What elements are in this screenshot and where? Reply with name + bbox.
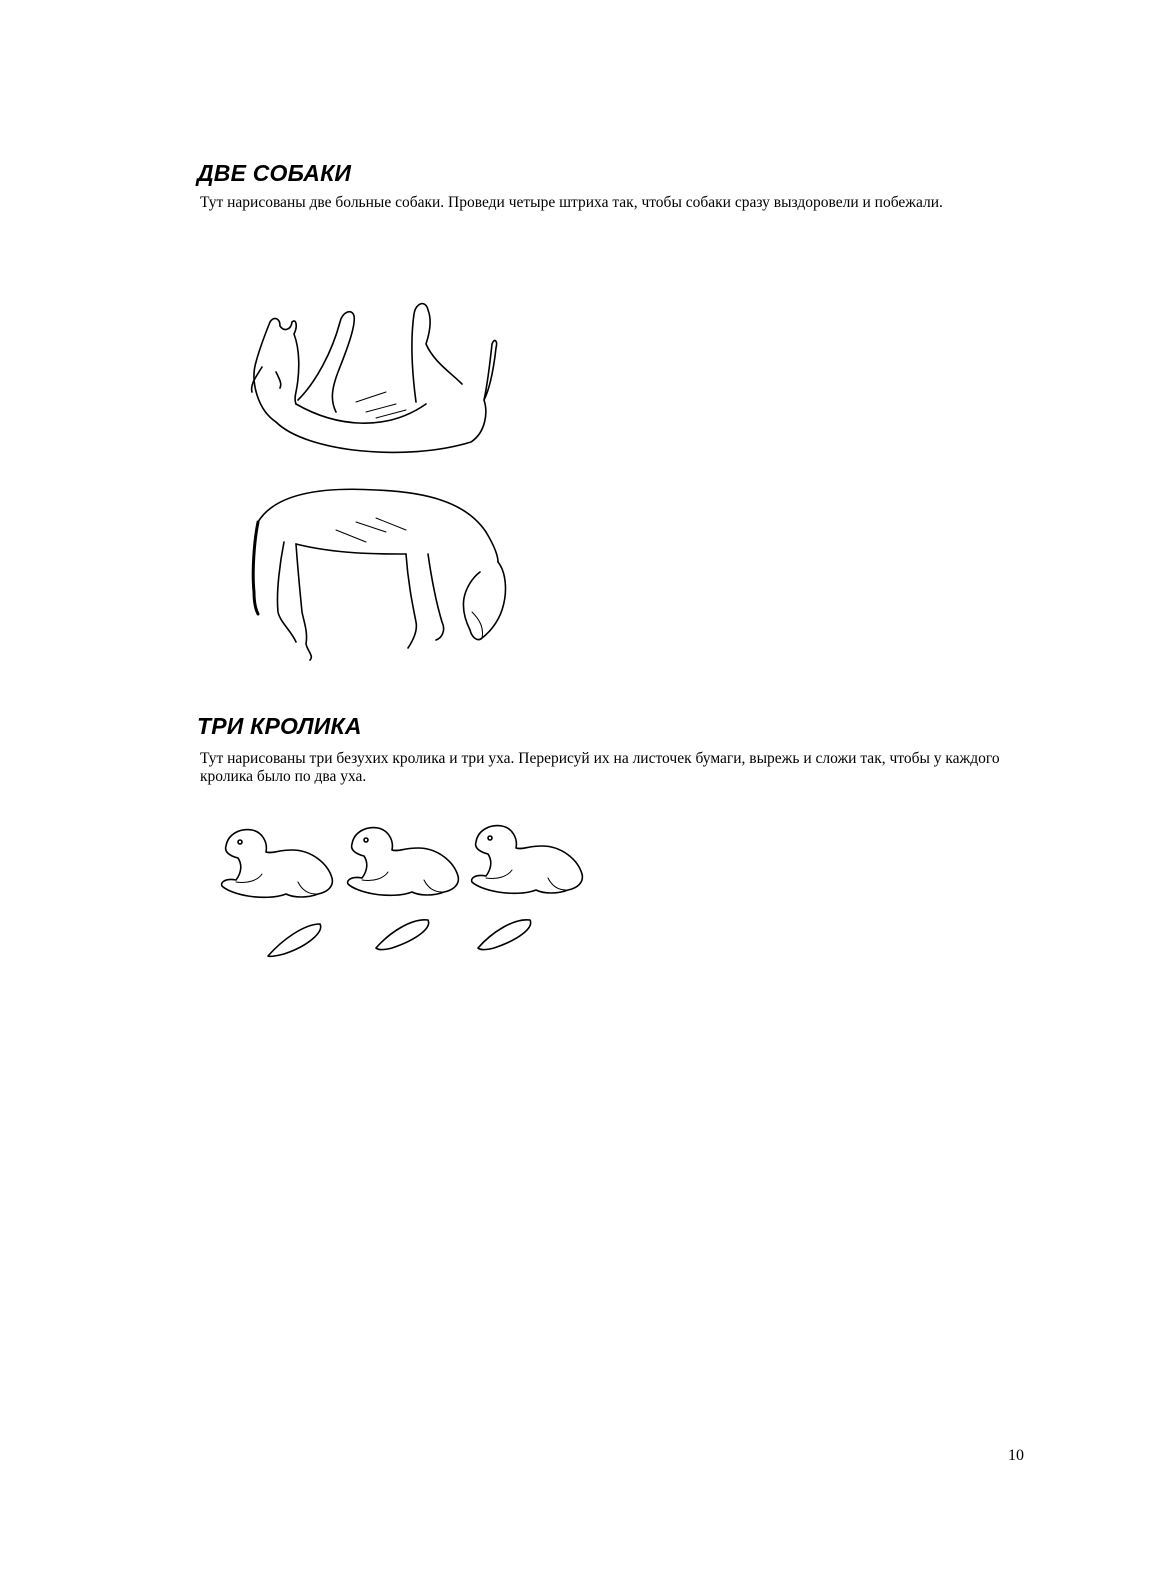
section-title-two-dogs: ДВЕ СОБАКИ (197, 160, 352, 186)
rabbit-ears (268, 920, 531, 957)
page-number: 10 (1008, 1447, 1024, 1464)
section-title-three-rabbits: ТРИ КРОЛИКА (197, 713, 362, 739)
dog-upside-down (252, 304, 497, 453)
two-dogs-illustration (236, 292, 536, 662)
dog-standing (253, 489, 505, 660)
rabbit-1 (222, 830, 333, 898)
rabbit-2 (348, 828, 459, 896)
rabbit-3 (472, 826, 583, 894)
section-text-three-rabbits: Тут нарисованы три безухих кролика и три уха. Перерисуй их на листочек бумаги, вырежь и сложи так, чтобы у каждого кролика было по два уха. (200, 750, 1000, 785)
section-text-two-dogs: Тут нарисованы две больные собаки. Проведи четыре штриха так, чтобы собаки сразу выздоровели и побежали. (200, 194, 943, 211)
three-rabbits-illustration (212, 820, 592, 965)
